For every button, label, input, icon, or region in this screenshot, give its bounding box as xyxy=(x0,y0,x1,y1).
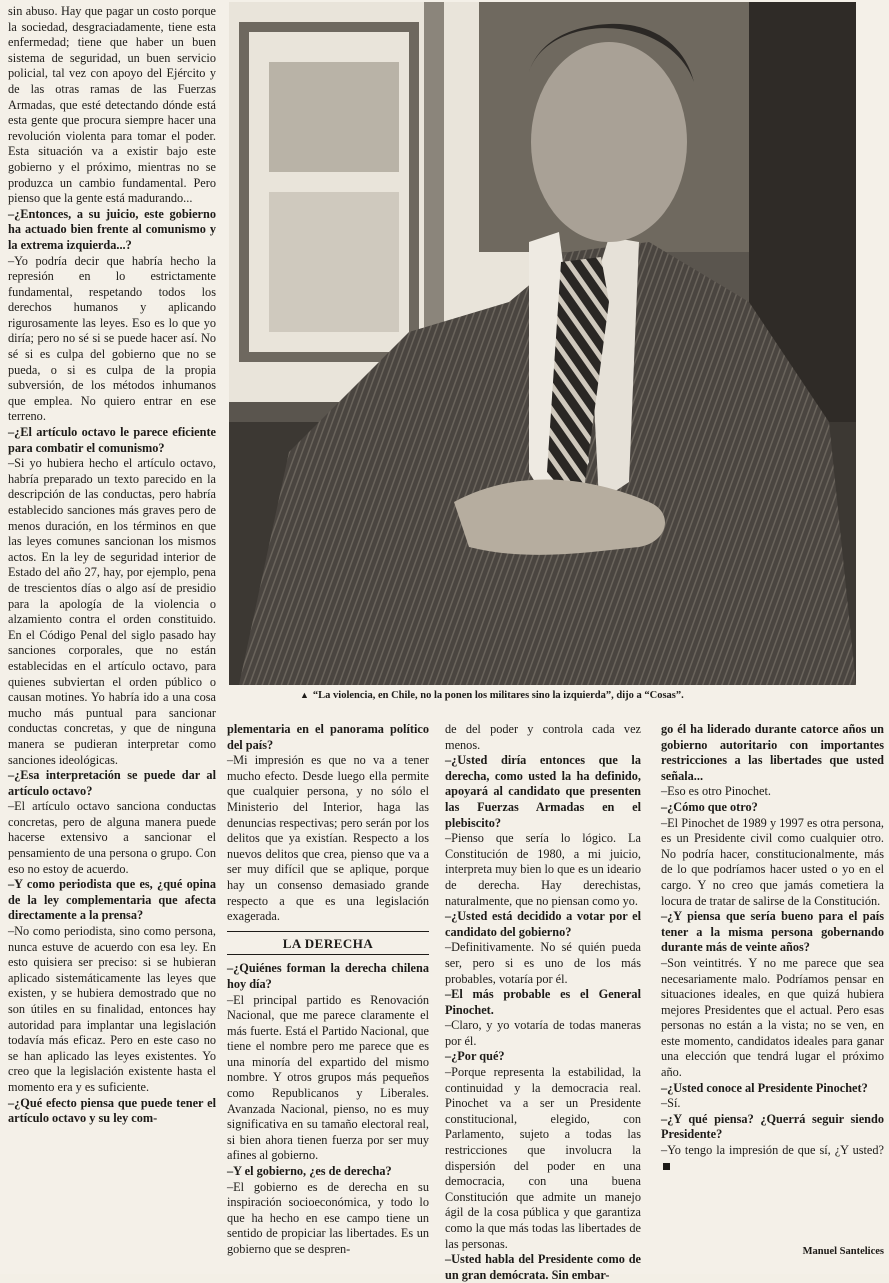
column-2-bottom xyxy=(227,961,429,1257)
question-paragraph: –¿El artículo octavo le parece eficiente para combatir el comunismo? xyxy=(8,425,216,455)
caption-text: “La violencia, en Chile, no la ponen los militares sino la izquierda”, dijo a “Cosas”. xyxy=(312,690,684,701)
answer-paragraph: –El gobierno es de derecha en su inspiración socioeconómica, y todo lo que ha hecho en ese campo tiene un sentido de propiciar las libertades. Es un gobierno que se despren- xyxy=(227,1179,429,1256)
answer-paragraph: –Definitivamente. No sé quién pueda ser, pero si es uno de los más probables, votaría por él. xyxy=(445,940,641,986)
answer-paragraph: –Eso es otro Pinochet. xyxy=(661,784,771,799)
question-paragraph: –¿Y piensa que sería bueno para el país tener a la misma persona gobernando durante más de veinte años? xyxy=(661,909,884,955)
question-paragraph: –Usted habla del Presidente como de un gran demócrata. Sin embar- xyxy=(445,1252,641,1282)
question-paragraph: –¿Entonces, a su juicio, este gobierno ha actuado bien frente al comunismo y la extrema izquierda...? xyxy=(8,206,216,252)
answer-paragraph: –El Pinochet de 1989 y 1997 es otra persona, es un Presidente civil como cualquier otro. No podría hacer, constitucionalmente, más de lo que podríamos hacer usted o yo en el cargo. Y no creo que jamás cometiera la locura de tratar de salirse de la Constitución. xyxy=(661,815,884,908)
answer-paragraph: –Si yo hubiera hecho el artículo octavo, habría preparado un texto parecido en la descripción de las conductas, pero habría establecido sanciones más graves pero de menos duración, en los términos en que las leyes comunes sancionan los mismos actos. En la ley de seguridad interior de Estado del año 27, hay, por ejemplo, pena de trescientos días o algo así de presidio para la apología de la violencia o alzamiento contra el orden constituido. En el Código Penal del siglo pasado hay sanciones corporales, que no están establecidas en el artículo octavo, para quienes subviertan el orden público o causan motines. Yo habría ido a una cosa mucho más puntual para sancionar conductas concretas, y que de ninguna manera se pudieran interpretar como sanciones ideológicas. xyxy=(8,456,216,767)
question-paragraph: –¿Quiénes forman la derecha chilena hoy día? xyxy=(227,961,429,991)
answer-paragraph: –Porque representa la estabilidad, la continuidad y la democracia real. Pinochet va a ser un Presidente constitucional, elegido, con Parlamento, sujeto a todas las restricciones que involucra la dispersión del poder en una democracia, con una buena Constitución que admite un manejo ágil de la cosa pública y que garantiza como la que más todas las libertades de las personas. xyxy=(445,1065,641,1251)
question-paragraph: plementaria en el panorama político del país? xyxy=(227,722,429,752)
answer-paragraph: de del poder y controla cada vez menos. xyxy=(445,722,641,752)
question-paragraph: –¿Esa interpretación se puede dar al artículo octavo? xyxy=(8,768,216,798)
answer-paragraph: sin abuso. Hay que pagar un costo porque la sociedad, desgraciadamente, tiene esta enfermedad; tiene que haber un buen sistema de seguridad, un buen servicio policial, tal vez con apoyo del Ejército y de las otras ramas de las Fuerzas Armadas, que esté detectando dónde está esta gente que procura siempre hacer una revolución violenta para tomar el poder. Esta situación va a existir bajo este gobierno y el próximo, mientras no se produzca un cambio fundamental. Pero pienso que la gente está madurando... xyxy=(8,4,216,206)
answer-paragraph: –Claro, y yo votaría de todas maneras por él. xyxy=(445,1018,641,1048)
question-paragraph: go él ha liderado durante catorce años un gobierno autoritario con importantes restricciones a las libertades que usted señala... xyxy=(661,722,884,783)
question-paragraph: –Y como periodista que es, ¿qué opina de la ley complementaria que afecta directamente a la prensa? xyxy=(8,877,216,923)
portrait-illustration xyxy=(229,2,856,685)
question-paragraph: –¿Usted conoce al Presidente Pinochet? xyxy=(661,1080,868,1095)
question-paragraph: –¿Por qué? xyxy=(445,1049,505,1064)
section-heading: LA DERECHA xyxy=(227,931,429,956)
text-column-4 xyxy=(661,722,884,1174)
question-paragraph: –Y el gobierno, ¿es de derecha? xyxy=(227,1164,392,1179)
question-paragraph: –¿Usted está decidido a votar por el candidato del gobierno? xyxy=(445,909,641,939)
answer-paragraph: –Pienso que sería lo lógico. La Constitución de 1980, a mi juicio, interpreta muy bien lo que es un ideario de derecha. Hay derechistas, naturalmente, que no piensan como yo. xyxy=(445,831,641,908)
answer-paragraph: –Sí. xyxy=(661,1096,681,1111)
end-mark-icon xyxy=(663,1163,670,1170)
interview-photo xyxy=(229,2,856,685)
answer-paragraph: –El principal partido es Renovación Nacional, que me parece claramente el más fuerte. Está el Partido Nacional, que tiene el nombre pero me parece que es una minoría del expartido del mismo nombre. Y otros grupos más pequeños como Republicanos y Liberales. Avanzada Nacional, pienso, no es muy significativa en su tamaño electoral real, si bien ahora tienen fuerza por ser muy afines al gobierno. xyxy=(227,992,429,1163)
answer-paragraph: –No como periodista, sino como persona, nunca estuve de acuerdo con esa ley. En esto quisiera ser preciso: si se hubieran aplicado sistemáticamente las leyes que existen, y se hubiera demostrado que no son útiles en su finalidad, entonces hay autoridad para implantar una legislación todavía más eficaz. Pero en este caso no se han aplicado las leyes existentes. Yo creo que la legislación existente hasta el momento era y es suficiente. xyxy=(8,924,216,1094)
question-paragraph: –¿Usted diría entonces que la derecha, como usted la ha definido, apoyará al candidato que presenten las Fuerzas Armadas en el plebiscito? xyxy=(445,753,641,830)
answer-paragraph: –El artículo octavo sanciona conductas concretas, pero de alguna manera puede hacerse extensivo a sancionar el pensamiento de una persona o grupo. Con eso no estoy de acuerdo. xyxy=(8,799,216,876)
text-column-3 xyxy=(445,722,641,1283)
question-paragraph: –El más probable es el General Pinochet. xyxy=(445,987,641,1017)
text-column-1 xyxy=(8,4,216,1127)
answer-paragraph: –Mi impresión es que no va a tener mucho efecto. Desde luego ella permite que cualquier persona, y no sólo el Ministerio del Interior, haga las denuncias respectivas; pero serán por los delitos que ya existían. Respecto a los nuevos delitos que crea, pienso que va a ser muy difícil que se aplique, porque hay un consenso demasiado grande respecto a que es una legislación exagerada. xyxy=(227,753,429,924)
question-paragraph: –¿Qué efecto piensa que puede tener el artículo octavo y su ley com- xyxy=(8,1095,216,1126)
author-byline: Manuel Santelices xyxy=(802,1246,884,1257)
answer-paragraph: –Yo tengo la impresión de que sí, ¿Y usted? xyxy=(661,1143,884,1174)
photo-caption xyxy=(300,688,860,718)
question-paragraph: –¿Cómo que otro? xyxy=(661,799,758,814)
caption-triangle-icon: ▲ xyxy=(300,690,309,700)
question-paragraph: –¿Y qué piensa? ¿Querrá seguir siendo Presidente? xyxy=(661,1111,884,1142)
column-2-top xyxy=(227,722,429,925)
answer-paragraph: –Son veintitrés. Y no me parece que sea necesariamente malo. Podríamos pensar en situaciones ideales, en que quizá hubiera mejores Presidentes que el actual. Pero esas personas no están a la vista; no se ven, en este momento, candidatos ideales para ganar una elección que tendrá lugar el próximo año. xyxy=(661,955,884,1080)
answer-paragraph: –Yo podría decir que habría hecho la represión en lo estrictamente fundamental, respetando todos los derechos humanos y aplicando rigurosamente las leyes. Eso es lo que yo diría; pero no sé si se puede hacer así. No sé si es culpa del gobierno que no se pueda, o si es culpa de la propia subversión, de los métodos inhumanos que emplea. No quiero entrar en ese terreno. xyxy=(8,253,216,424)
text-column-2 xyxy=(227,722,429,1258)
